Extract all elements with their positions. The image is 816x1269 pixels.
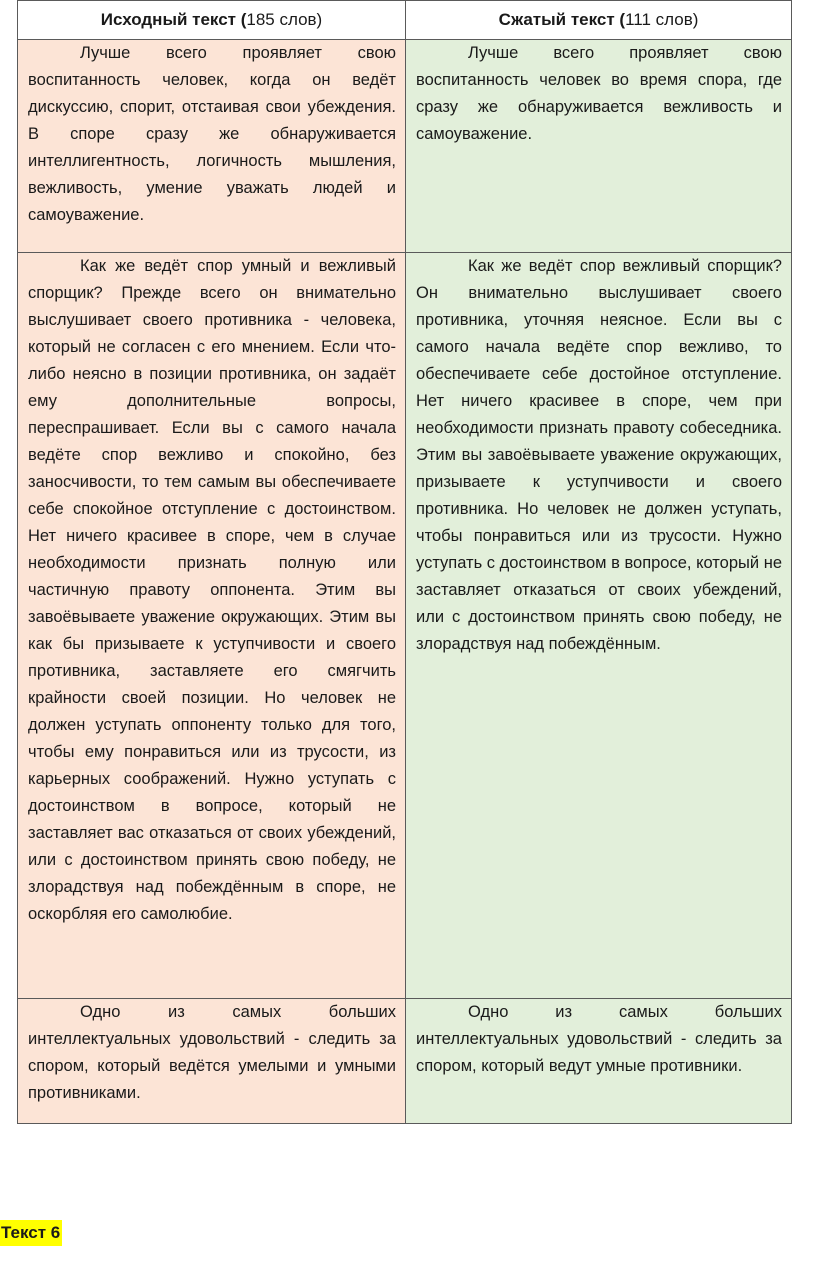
table-row <box>18 999 792 1124</box>
compressed-cell <box>406 253 792 999</box>
comparison-table <box>17 0 792 1124</box>
original-cell <box>18 40 406 253</box>
table-header-row <box>18 1 792 40</box>
compressed-cell <box>406 40 792 253</box>
compressed-paragraph-3: Одно из самых больших интеллектуальных удовольствий - следить за спором, который ведут умные противники. <box>416 1003 782 1075</box>
table-row <box>18 40 792 253</box>
compressed-paragraph-1: Лучше всего проявляет свою воспитанность человек во время спора, где сразу же обнаруживается вежливость и самоуважение. <box>416 44 782 143</box>
original-paragraph-1: Лучше всего проявляет свою воспитанность человек, когда он ведёт дискуссию, спорит, отстаивая свои убеждения. В споре сразу же обнаруживается интеллигентность, логичность мышления, вежливость, умение уважать людей и самоуважение. <box>28 44 396 224</box>
header-compressed-count: 111 слов) <box>625 10 699 29</box>
original-paragraph-3: Одно из самых больших интеллектуальных удовольствий - следить за спором, который ведётся умелыми и умными противниками. <box>28 1003 396 1102</box>
original-cell <box>18 999 406 1124</box>
text-number-label: Текст 6 <box>0 1220 62 1246</box>
original-cell <box>18 253 406 999</box>
original-paragraph-2: Как же ведёт спор умный и вежливый спорщик? Прежде всего он внимательно выслушивает своего противника - человека, который не согласен с его мнением. Если что-либо неясно в позиции противника, он задаёт ему дополнительные вопросы, переспрашивает. Если вы с самого начала ведёте спор вежливо и спокойно, без заносчивости, то тем самым вы обеспечиваете себе спокойное отступление с достоинством. Нет ничего красивее в споре, чем в случае необходимости признать полную или частичную правоту оппонента. Этим вы завоёвываете уважение окружающих. Этим вы как бы призываете к уступчивости и своего противника, заставляете его смягчить крайности своей позиции. Но человек не должен уступать оппоненту только для того, чтобы ему понравиться или из трусости, из карьерных соображений. Нужно уступать с достоинством в вопросе, который не заставляет вас отказаться от своих убеждений, или с достоинством принять свою победу, не злорадствуя над побеждённым в споре, не оскорбляя его самолюбие. <box>28 257 396 923</box>
header-compressed <box>406 1 792 40</box>
header-compressed-title: Сжатый текст ( <box>498 10 626 29</box>
header-original-count: 185 слов) <box>246 10 323 29</box>
compressed-cell <box>406 999 792 1124</box>
compressed-paragraph-2: Как же ведёт спор вежливый спорщик? Он внимательно выслушивает своего противника, уточняя неясное. Если вы с самого начала ведёте спор вежливо, то обеспечиваете себе достойное отступление. Нет ничего красивее в споре, чем при необходимости признать правоту собеседника. Этим вы завоёвываете уважение окружающих, призываете к уступчивости и своего противника. Но человек не должен уступать, чтобы понравиться или из трусости. Нужно уступать с достоинством в вопросе, который не заставляет отказаться от своих убеждений, или с достоинством принять свою победу, не злорадствуя над побеждённым. <box>416 257 782 653</box>
header-original <box>18 1 406 40</box>
table-row <box>18 253 792 999</box>
header-original-title: Исходный текст ( <box>100 10 247 29</box>
